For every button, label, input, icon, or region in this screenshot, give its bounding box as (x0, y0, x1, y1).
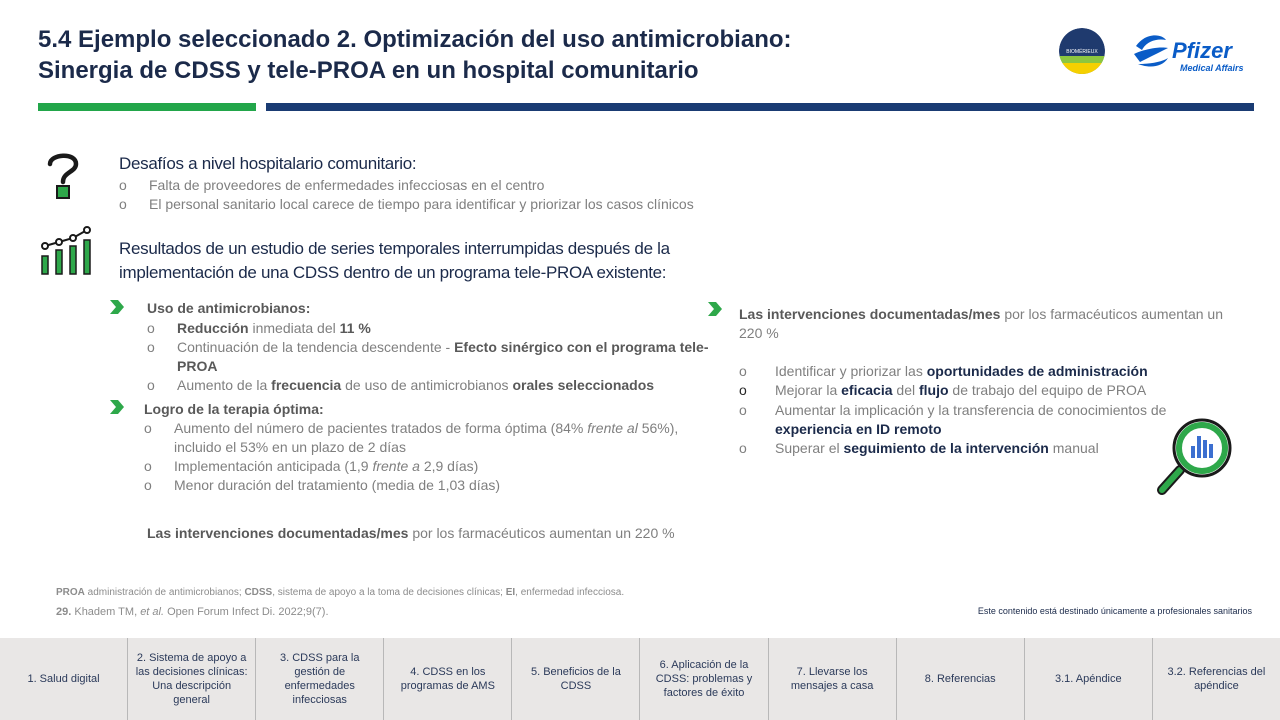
challenge-item: o Falta de proveedores de enfermedades infecciosas en el centro (119, 177, 545, 193)
page-title (38, 24, 998, 86)
title-underline-green (38, 103, 256, 111)
optimal-therapy-heading: Logro de la terapia óptima: (144, 401, 324, 417)
biomerieux-logo-text: BIOMÉRIEUX (1066, 49, 1098, 55)
pfizer-logo-text: Pfizer (1172, 38, 1232, 63)
list-item: o Implementación anticipada (1,9 frente a 2,9 días) (144, 458, 479, 474)
growth-chart-icon (38, 226, 94, 283)
chevron-right-icon (706, 300, 724, 318)
pfizer-logo (1132, 28, 1254, 76)
chevron-right-icon (108, 298, 126, 316)
nav-item-beneficios[interactable]: 5. Beneficios de la CDSS (512, 638, 640, 720)
page-title-line1: 5.4 Ejemplo seleccionado 2. Optimización del uso antimicrobiano: (38, 26, 792, 53)
nav-item-apendice[interactable]: 3.1. Apéndice (1025, 638, 1153, 720)
nav-item-referencias[interactable]: 8. Referencias (897, 638, 1025, 720)
nav-item-cdss-enfermedades[interactable]: 3. CDSS para la gestión de enfermedades infecciosas (256, 638, 384, 720)
nav-item-salud-digital[interactable]: 1. Salud digital (0, 638, 128, 720)
question-mark-icon (42, 150, 84, 207)
chevron-right-icon (108, 398, 126, 416)
right-heading: Las intervenciones documentadas/mes por los farmacéuticos aumentan un 220 % (739, 306, 1224, 341)
challenges-heading: Desafíos a nivel hospitalario comunitario: (119, 154, 417, 173)
results-heading: Resultados de un estudio de series temporales interrumpidas después de la implementación de una CDSS dentro de un programa tele-PROA existente: (119, 239, 670, 282)
nav-item-mensajes[interactable]: 7. Llevarse los mensajes a casa (769, 638, 897, 720)
interventions-summary: Las intervenciones documentadas/mes por los farmacéuticos aumentan un 220 % (147, 525, 675, 541)
list-item: o Menor duración del tratamiento (media de 1,03 días) (144, 477, 501, 493)
list-item: o Continuación de la tendencia descendente - Efecto sinérgico con el programa tele-PROA (147, 339, 709, 374)
nav-item-referencias-apendice[interactable]: 3.2. Referencias del apéndice (1167, 666, 1266, 692)
page-title-line2: Sinergia de CDSS y tele-PROA en un hospital comunitario (38, 57, 699, 84)
nav-item-cdss-ams[interactable]: 4. CDSS en los programas de AMS (384, 638, 512, 720)
list-item: o Aumento de la frecuencia de uso de antimicrobianos orales seleccionados (147, 377, 655, 393)
magnifier-chart-icon (1156, 414, 1236, 503)
abbreviations-footnote: PROA administración de antimicrobianos; CDSS, sistema de apoyo a la toma de decisiones clínicas; EI, enfermedad infecciosa. (56, 587, 625, 598)
antimicrobial-use-heading: Uso de antimicrobianos: (147, 300, 311, 316)
list-item: o Mejorar la eficacia del flujo de trabajo del equipo de PROA (739, 382, 1147, 398)
list-item: o Identificar y priorizar las oportunidades de administración (739, 363, 1148, 379)
pfizer-logo-subtext: Medical Affairs (1180, 63, 1244, 73)
bottom-navigation (0, 638, 1280, 720)
reference-footnote: 29. Khadem TM, et al. Open Forum Infect Di. 2022;9(7). (56, 606, 329, 618)
disclaimer-text: Este contenido está destinado únicamente a profesionales sanitarios (977, 606, 1252, 616)
list-item: o Reducción inmediata del 11 % (147, 320, 371, 336)
list-item: o Aumentar la implicación y la transferencia de conocimientos de experiencia en ID remoto (739, 402, 1167, 437)
nav-item-aplicacion[interactable]: 6. Aplicación de la CDSS: problemas y factores de éxito (640, 638, 768, 720)
list-item: o Aumento del número de pacientes tratados de forma óptima (84% frente al 56%), incluido el 53% en un plazo de 2 días (144, 420, 679, 455)
nav-item-sistema-apoyo[interactable]: 2. Sistema de apoyo a las decisiones clínicas: Una descripción general (128, 638, 256, 720)
list-item: o Superar el seguimiento de la intervención manual (739, 440, 1099, 456)
biomerieux-logo (1059, 28, 1105, 74)
title-underline-navy (266, 103, 1254, 111)
challenge-item: o El personal sanitario local carece de tiempo para identificar y priorizar los casos clínicos (119, 196, 694, 212)
